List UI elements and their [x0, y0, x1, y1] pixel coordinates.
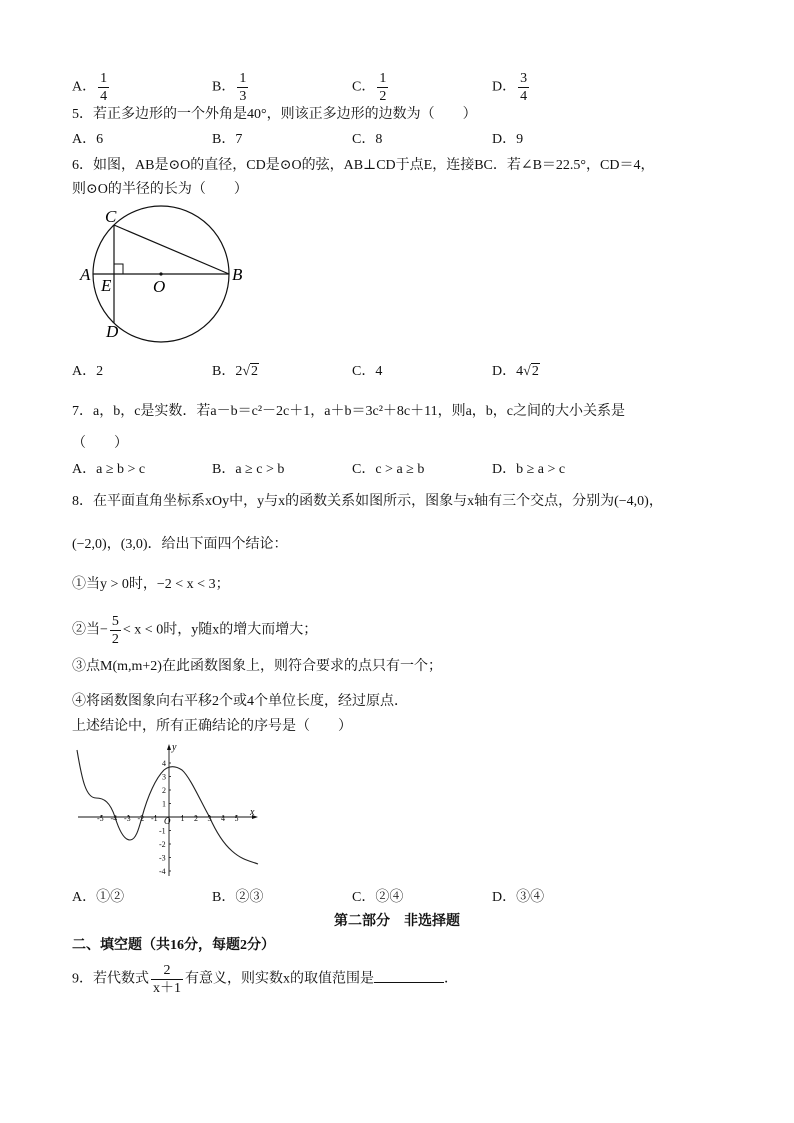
q5-option-d: D．9 [492, 132, 524, 147]
answer-blank[interactable] [374, 968, 444, 983]
q6-option-c: C．4 [352, 364, 383, 379]
q4-option-c: C． $\frac{1}{2}$ [352, 71, 387, 104]
label-o: O [153, 277, 166, 296]
x-tick-label: 3 [207, 814, 212, 823]
q7-option-d: D．b ≥ a > c [492, 462, 566, 477]
q7-stem-line2: （ ） [72, 436, 128, 451]
y-tick-label: 3 [162, 772, 166, 782]
fraction: $\frac{1}{3}$ [239, 71, 247, 104]
q7-option-c: C．c > a ≥ b [352, 462, 425, 477]
x-tick-label: 5 [234, 814, 239, 823]
q8-conclusion-4: ④将函数图象向右平移2个或4个单位长度，经过原点． [72, 694, 408, 709]
label-c: C [105, 207, 117, 226]
q9-stem: 9．若代数式 $\frac{2}{x+1}$ 有意义，则实数x的取值范围是 ． [72, 963, 458, 996]
q5-option-a: A．6 [72, 132, 104, 147]
q6-option-d: D．4√2 [492, 364, 539, 379]
q7-option-a: A．a ≥ b > c [72, 462, 146, 477]
label-a: A [80, 265, 91, 284]
x-tick-label: -3 [124, 814, 131, 823]
q6-option-a: A．2 [72, 364, 104, 379]
q8-prompt: 上述结论中，所有正确结论的序号是（ ） [72, 719, 352, 734]
y-tick-label: -4 [159, 867, 166, 876]
section-header: 二、填空题（共16分，每题2分） [72, 938, 275, 953]
q5-option-b: B．7 [212, 132, 243, 147]
q8-stem-line2: (−2,0)，(3,0)．给出下面四个结论： [72, 537, 288, 552]
x-tick-label: -5 [97, 814, 104, 823]
fraction: $\frac{2}{x+1}$ [153, 963, 181, 996]
x-tick-label: 4 [221, 814, 225, 823]
q5-option-c: C．8 [352, 132, 383, 147]
q8-option-b: B．②③ [212, 890, 264, 905]
q6-stem-line2: 则⊙O的半径的长为（ ） [72, 182, 248, 197]
y-tick-label: 2 [162, 786, 166, 795]
fraction: $\frac{1}{4}$ [100, 71, 108, 104]
x-tick-label: -2 [137, 814, 145, 823]
q8-option-c: C．②④ [352, 890, 404, 905]
q8-conclusion-3: ③点M(m,m+2)在此函数图象上，则符合要求的点只有一个； [72, 659, 442, 674]
fraction: $\frac{3}{4}$ [520, 71, 528, 104]
fraction: $\frac{5}{2}$ [111, 614, 119, 647]
q8-conclusion-1: ①当y > 0时，−2 < x < 3； [72, 577, 230, 592]
y-tick-label: 1 [162, 799, 166, 809]
q4-option-b: B． $\frac{1}{3}$ [212, 71, 247, 104]
label-d: D [106, 322, 119, 341]
right-angle-mark [114, 264, 123, 274]
x-axis-label: x [250, 807, 255, 818]
q8-conclusion-2: ②当− $\frac{5}{2}$ < x < 0时，y随x的增大而增大； [72, 614, 318, 647]
q8-option-a: A．①② [72, 890, 125, 905]
label-e: E [101, 276, 112, 295]
q6-stem-line1: 6．如图，AB是⊙O的直径，CD是⊙O的弦，AB⊥CD于点E，连接BC．若∠B＝22.5°，CD＝4， [72, 158, 655, 173]
x-tick-label: -1 [151, 814, 158, 823]
function-curve [77, 750, 258, 864]
q7-stem-line1: 7．a，b，c是实数．若a－b＝c²－2c＋1，a＋b＝3c²＋8c＋11，则a，b，c之间的大小关系是 [72, 404, 626, 419]
x-tick-label: 1 [180, 814, 185, 823]
function-graph [72, 740, 266, 882]
q4-option-a: A． $\frac{1}{4}$ [72, 71, 108, 104]
q8-stem-line1: 8．在平面直角坐标系xOy中，y与x的函数关系如图所示，图象与x轴有三个交点，分别为(−4,0)， [72, 494, 663, 509]
y-axis-arrow [167, 744, 171, 750]
y-tick-label: -3 [159, 853, 166, 863]
y-tick-label: -2 [159, 840, 166, 849]
circle-figure [75, 200, 255, 348]
q6-option-b: B．2√2 [212, 364, 259, 379]
y-tick-label: 4 [162, 759, 166, 768]
segment-bc [114, 225, 229, 274]
x-tick-label: -4 [110, 814, 118, 823]
origin-label: O [164, 816, 171, 826]
q4-option-d: D． $\frac{3}{4}$ [492, 71, 528, 104]
y-axis-label: y [172, 742, 177, 753]
label-b: B [232, 265, 243, 284]
center-point [159, 272, 162, 275]
y-tick-label: -1 [159, 826, 166, 836]
q8-option-d: D．③④ [492, 890, 545, 905]
q7-option-b: B．a ≥ c > b [212, 462, 285, 477]
q5-stem: 5．若正多边形的一个外角是40°，则该正多边形的边数为（ ） [72, 107, 477, 122]
x-tick-label: 2 [194, 814, 198, 823]
section-title: 第二部分 非选择题 [334, 914, 460, 929]
fraction: $\frac{1}{2}$ [379, 71, 387, 104]
